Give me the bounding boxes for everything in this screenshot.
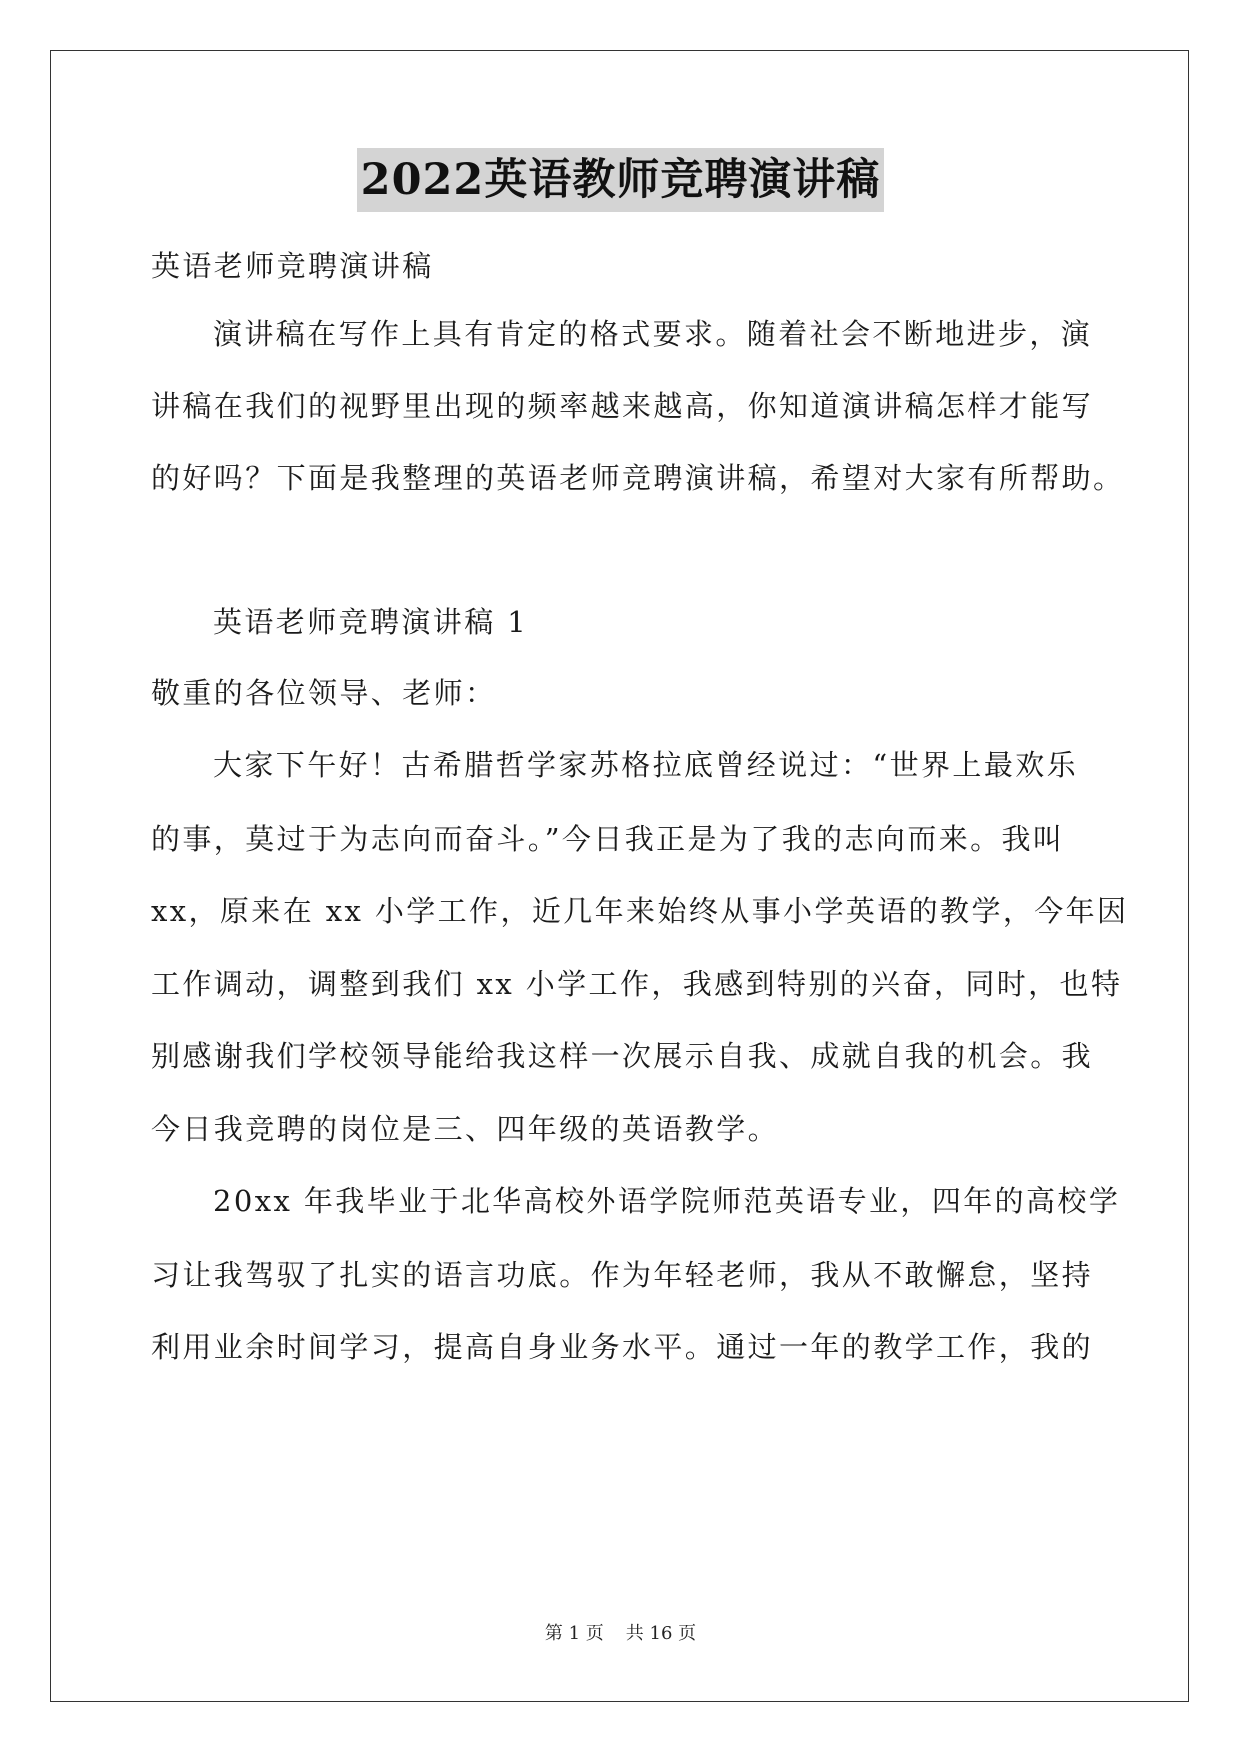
paragraph-line: 讲稿在我们的视野里出现的频率越来越高，你知道演讲稿怎样才能写 <box>151 389 1094 423</box>
paragraph-line: 工作调动，调整到我们 xx 小学工作，我感到特别的兴奋，同时，也特 <box>151 967 1123 1001</box>
title-container <box>0 148 1241 212</box>
page-number: 第 1 页 <box>544 1623 604 1644</box>
paragraph-line: 20xx 年我毕业于北华高校外语学院师范英语专业，四年的高校学 <box>213 1184 1121 1218</box>
paragraph-line: 演讲稿在写作上具有肯定的格式要求。随着社会不断地进步，演 <box>213 317 1093 351</box>
document-title: 2022英语教师竞聘演讲稿 <box>357 148 885 212</box>
paragraph-line: 的好吗？下面是我整理的英语老师竞聘演讲稿，希望对大家有所帮助。 <box>151 461 1125 495</box>
salutation-line: 敬重的各位领导、老师： <box>151 676 497 710</box>
paragraph-line: 习让我驾驭了扎实的语言功底。作为年轻老师，我从不敢懈怠，坚持 <box>151 1258 1094 1292</box>
section-heading: 英语老师竞聘演讲稿 1 <box>213 605 529 639</box>
page-total: 共 16 页 <box>625 1623 697 1644</box>
paragraph-line: 利用业余时间学习，提高自身业务水平。通过一年的教学工作，我的 <box>151 1330 1094 1364</box>
paragraph-line: 的事，莫过于为志向而奋斗。”今日我正是为了我的志向而来。我叫 <box>151 822 1065 856</box>
page-footer <box>0 1622 1241 1646</box>
subtitle-line: 英语老师竞聘演讲稿 <box>151 249 434 283</box>
paragraph-line: xx，原来在 xx 小学工作，近几年来始终从事小学英语的教学，今年因 <box>151 894 1129 928</box>
page-border <box>50 50 1189 1702</box>
paragraph-line: 别感谢我们学校领导能给我这样一次展示自我、成就自我的机会。我 <box>151 1039 1094 1073</box>
paragraph-line: 大家下午好！古希腊哲学家苏格拉底曾经说过：“世界上最欢乐 <box>213 748 1079 782</box>
paragraph-line: 今日我竞聘的岗位是三、四年级的英语教学。 <box>151 1112 780 1146</box>
